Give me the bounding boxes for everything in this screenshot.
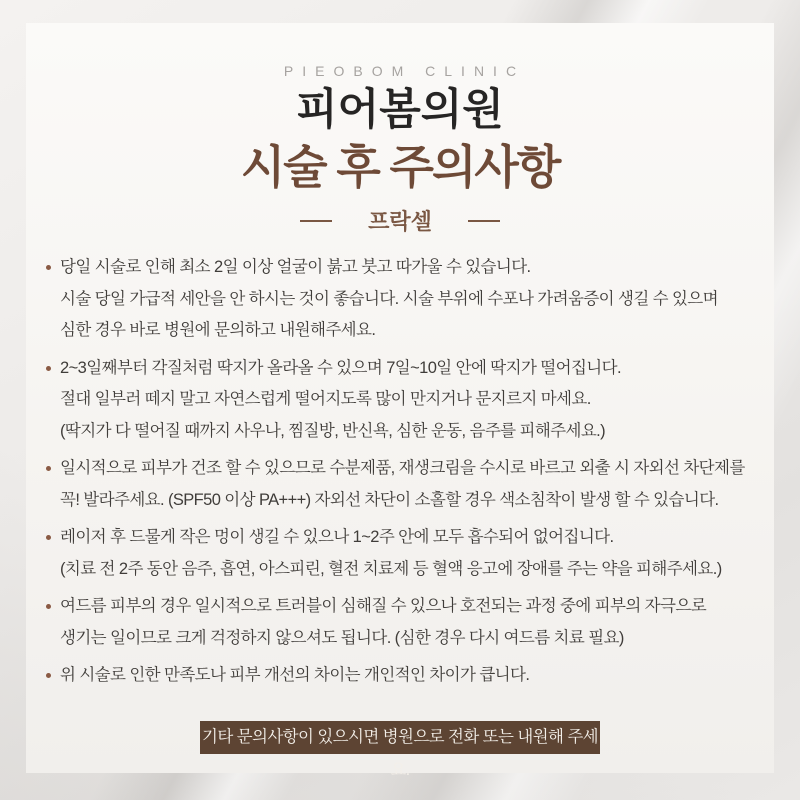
contact-notice-banner: 기타 문의사항이 있으시면 병원으로 전화 또는 내원해 주세요.	[200, 721, 600, 754]
instruction-line: 시술 당일 가급적 세안을 안 하시는 것이 좋습니다. 시술 부위에 수포나 가려움증이 생길 수 있으며	[60, 289, 718, 308]
instruction-line: 절대 일부러 떼지 말고 자연스럽게 떨어지도록 많이 만지거나 문지르지 마세요.	[60, 390, 591, 408]
instruction-line: 당일 시술로 인해 최소 2일 이상 얼굴이 붉고 붓고 따가울 수 있습니다.	[60, 258, 531, 276]
list-item	[46, 660, 750, 692]
list-item	[46, 353, 750, 448]
clinic-name: 피어봄의원	[296, 86, 504, 134]
instruction-line: 여드름 피부의 경우 일시적으로 트러블이 심해질 수 있으나 호전되는 과정 중에 피부의 자극으로	[60, 597, 707, 615]
instruction-line: (딱지가 다 떨어질 때까지 사우나, 찜질방, 반신욕, 심한 운동, 음주를 피해주세요.)	[60, 421, 606, 440]
instruction-list	[46, 252, 754, 692]
list-item	[46, 453, 750, 516]
clinic-brand-en: PIEOBOM CLINIC	[283, 63, 526, 79]
instruction-line: 꼭! 발라주세요. (SPF50 이상 PA+++) 자외선 차단이 소홀할 경우 색소침착이 발생 할 수 있습니다.	[60, 490, 719, 509]
header	[46, 63, 754, 236]
instruction-line: 2~3일째부터 각질처럼 딱지가 올라올 수 있으며 7일~10일 안에 딱지가 떨어집니다.	[60, 358, 621, 377]
instruction-line: 위 시술로 인한 만족도나 피부 개선의 차이는 개인적인 차이가 큽니다.	[60, 666, 530, 684]
instruction-line: 생기는 일이므로 크게 걱정하지 않으셔도 됩니다. (심한 경우 다시 여드름 치료 필요)	[60, 628, 624, 647]
right-dash-divider	[468, 220, 500, 222]
page-title: 시술 후 주의사항	[240, 141, 560, 193]
left-dash-divider	[300, 220, 332, 222]
list-item	[46, 591, 750, 654]
notice-card	[26, 23, 774, 779]
list-item	[46, 252, 750, 347]
list-item	[46, 522, 750, 585]
instruction-line: (치료 전 2주 동안 음주, 흡연, 아스피린, 혈전 치료제 등 혈액 응고에 장애를 주는 약을 피해주세요.)	[60, 559, 722, 578]
procedure-name: 프락셀	[368, 209, 432, 234]
instruction-line: 일시적으로 피부가 건조 할 수 있으므로 수분제품, 재생크림을 수시로 바르고 외출 시 자외선 차단제를	[60, 459, 745, 477]
instruction-line: 심한 경우 바로 병원에 문의하고 내원해주세요.	[60, 321, 376, 339]
procedure-tag	[46, 205, 754, 236]
instruction-line: 레이저 후 드물게 작은 멍이 생길 수 있으나 1~2주 안에 모두 흡수되어 없어집니다.	[60, 528, 614, 546]
